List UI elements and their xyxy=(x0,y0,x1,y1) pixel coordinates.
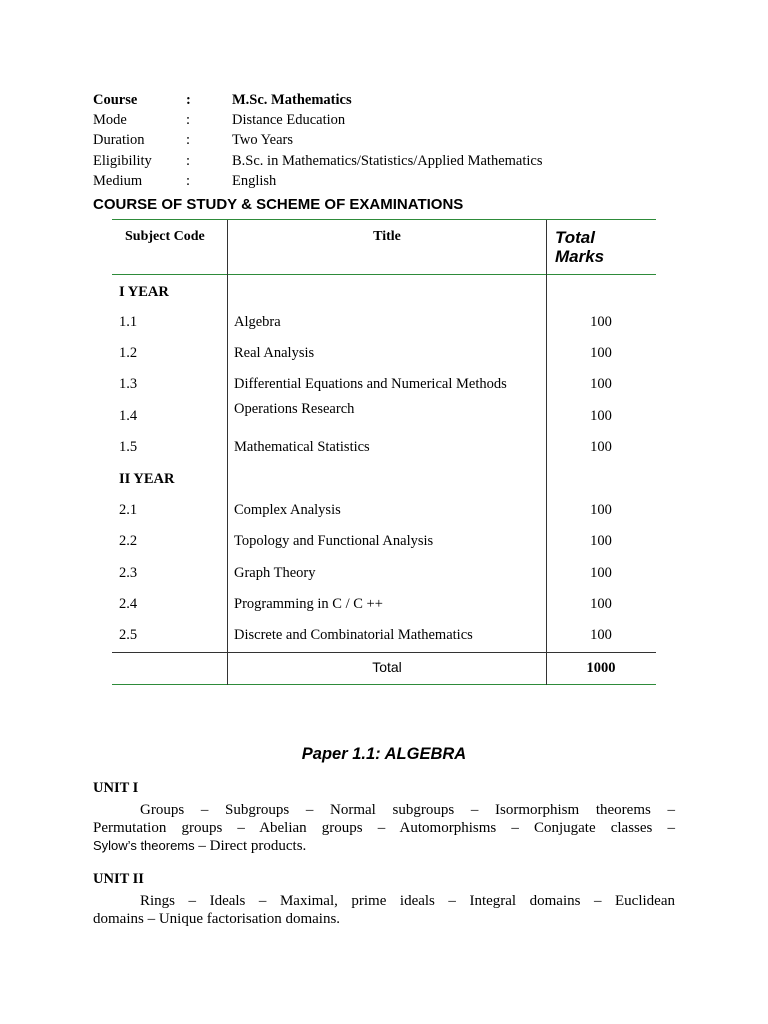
header-total-marks-line2: Marks xyxy=(555,247,605,266)
unit-text-line: Rings – Ideals – Maximal, prime ideals – Integral domains – Euclidean xyxy=(140,893,675,909)
subject-code: 2.2 xyxy=(119,533,138,549)
header-subject-code: Subject Code xyxy=(125,229,205,244)
table-bottom-rule xyxy=(112,684,656,685)
info-label: Course xyxy=(93,92,138,108)
subject-title: Graph Theory xyxy=(234,565,316,581)
table-top-rule xyxy=(112,219,656,220)
subject-marks: 100 xyxy=(590,533,612,549)
subject-title: Operations Research xyxy=(234,401,355,417)
info-label: Medium xyxy=(93,173,143,189)
subject-title: Complex Analysis xyxy=(234,502,341,518)
subject-code: 1.2 xyxy=(119,345,138,361)
subject-marks: 100 xyxy=(590,345,612,361)
unit-text-line: Permutation groups – Abelian groups – Automorphisms – Conjugate classes – xyxy=(93,820,675,836)
subject-marks: 100 xyxy=(590,439,612,455)
info-label: Duration xyxy=(93,132,145,148)
subject-code: 2.4 xyxy=(119,596,138,612)
subject-marks: 100 xyxy=(590,314,612,330)
header-total-marks-line1: Total xyxy=(555,228,595,247)
table-header-rule xyxy=(112,274,656,275)
info-colon: : xyxy=(186,132,191,148)
subject-marks: 100 xyxy=(590,627,612,643)
header-title: Title xyxy=(373,229,401,244)
unit-text-line: Groups – Subgroups – Normal subgroups – Isormorphism theorems – xyxy=(140,802,675,818)
info-value: B.Sc. in Mathematics/Statistics/Applied Mathematics xyxy=(232,153,543,169)
unit-text-line xyxy=(93,837,675,855)
subject-title: Programming in C / C ++ xyxy=(234,596,383,612)
info-colon: : xyxy=(186,173,191,189)
unit-heading: UNIT I xyxy=(93,780,139,796)
table-total-rule xyxy=(112,652,656,653)
subject-code: 2.1 xyxy=(119,502,138,518)
subject-code: 1.5 xyxy=(119,439,138,455)
unit-description xyxy=(93,892,675,928)
subject-marks: 100 xyxy=(590,596,612,612)
header-total-marks xyxy=(555,228,604,266)
subject-marks: 100 xyxy=(590,408,612,424)
subject-title: Differential Equations and Numerical Methods xyxy=(234,376,507,392)
total-label: Total xyxy=(372,659,402,675)
subject-code: 2.5 xyxy=(119,627,138,643)
subject-code: 2.3 xyxy=(119,565,138,581)
subject-title: Real Analysis xyxy=(234,345,315,361)
subject-title: Discrete and Combinatorial Mathematics xyxy=(234,627,473,643)
info-label: Eligibility xyxy=(93,153,152,169)
info-value: M.Sc. Mathematics xyxy=(232,92,352,108)
year-label: I YEAR xyxy=(119,284,169,300)
subject-marks: 100 xyxy=(590,565,612,581)
subject-code: 1.4 xyxy=(119,408,138,424)
info-value: Two Years xyxy=(232,132,294,148)
table-column-divider xyxy=(227,220,228,685)
subject-code: 1.3 xyxy=(119,376,138,392)
unit-heading: UNIT II xyxy=(93,871,144,887)
subject-marks: 100 xyxy=(590,376,612,392)
info-value: Distance Education xyxy=(232,112,346,128)
unit-description xyxy=(93,801,675,855)
info-value: English xyxy=(232,173,277,189)
info-label: Mode xyxy=(93,112,127,128)
info-colon: : xyxy=(186,153,191,169)
subject-marks: 100 xyxy=(590,502,612,518)
year-label: II YEAR xyxy=(119,471,175,487)
paper-title: Paper 1.1: ALGEBRA xyxy=(301,745,467,763)
subject-title: Algebra xyxy=(234,314,281,330)
info-colon: : xyxy=(186,92,191,108)
info-colon: : xyxy=(186,112,191,128)
sylow-theorems-text: Sylow’s theorems xyxy=(93,838,195,853)
total-value: 1000 xyxy=(586,660,616,676)
unit-text-fragment: – Direct products. xyxy=(194,838,307,854)
subject-title: Mathematical Statistics xyxy=(234,439,370,455)
subject-code: 1.1 xyxy=(119,314,138,330)
unit-text-line: domains – Unique factorisation domains. xyxy=(93,911,341,927)
scheme-heading: COURSE OF STUDY & SCHEME OF EXAMINATIONS xyxy=(93,196,464,213)
subject-title: Topology and Functional Analysis xyxy=(234,533,434,549)
